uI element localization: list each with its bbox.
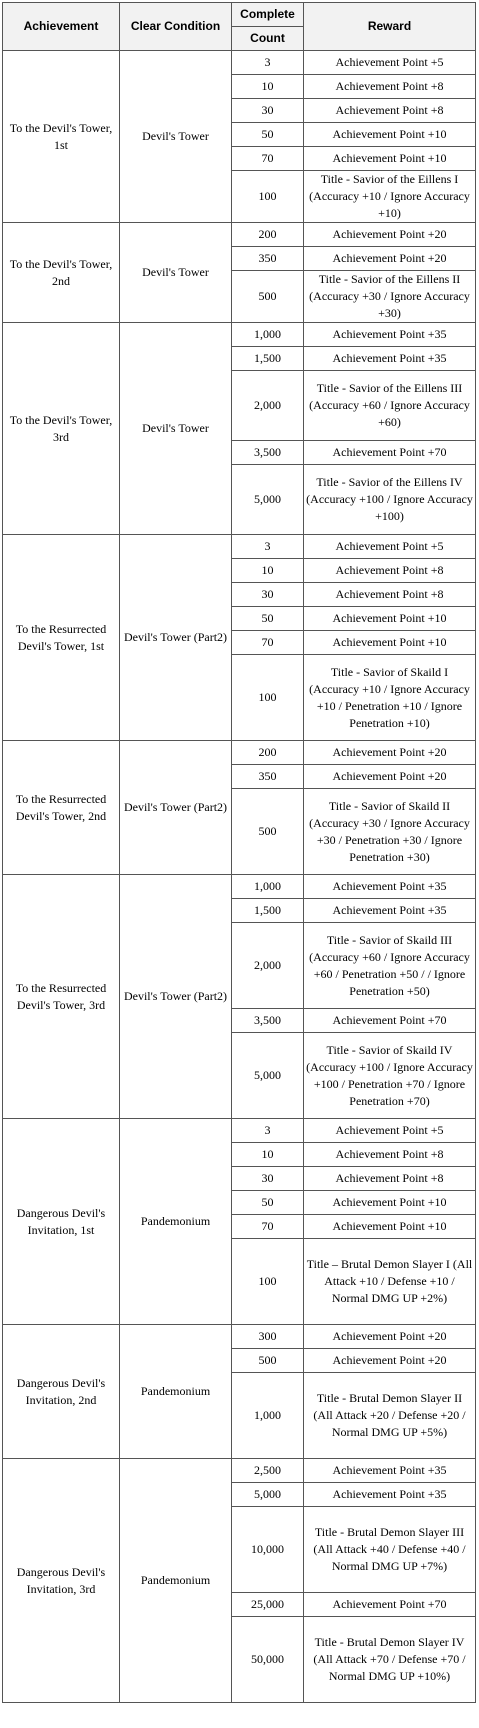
- reward-cell: Achievement Point +5: [304, 1119, 476, 1143]
- reward-cell: Achievement Point +35: [304, 1459, 476, 1483]
- reward-cell: Achievement Point +10: [304, 631, 476, 655]
- reward-cell: Title – Brutal Demon Slayer I (All Attack +10 / Defense +10 / Normal DMG UP +2%): [304, 1239, 476, 1325]
- clear-condition-cell: Devil's Tower: [120, 223, 232, 323]
- complete-count-cell: 1,500: [232, 347, 304, 371]
- reward-cell: Achievement Point +20: [304, 1325, 476, 1349]
- complete-count-cell: 100: [232, 171, 304, 223]
- clear-condition-cell: Devil's Tower (Part2): [120, 875, 232, 1119]
- reward-cell: Title - Savior of the Eillens II (Accuracy +30 / Ignore Accuracy +30): [304, 271, 476, 323]
- reward-cell: Achievement Point +70: [304, 1593, 476, 1617]
- clear-condition-cell: Pandemonium: [120, 1459, 232, 1703]
- complete-count-cell: 1,000: [232, 875, 304, 899]
- complete-count-cell: 50: [232, 123, 304, 147]
- table-row: [3, 1119, 476, 1143]
- complete-count-cell: 10: [232, 1143, 304, 1167]
- reward-cell: Title - Brutal Demon Slayer II (All Attack +20 / Defense +20 / Normal DMG UP +5%): [304, 1373, 476, 1459]
- reward-cell: Title - Savior of the Eillens III (Accuracy +60 / Ignore Accuracy +60): [304, 371, 476, 441]
- complete-count-cell: 3,500: [232, 441, 304, 465]
- reward-cell: Achievement Point +8: [304, 1167, 476, 1191]
- complete-count-cell: 3: [232, 51, 304, 75]
- complete-count-cell: 500: [232, 789, 304, 875]
- complete-count-cell: 200: [232, 223, 304, 247]
- reward-cell: Title - Savior of the Eillens I (Accuracy +10 / Ignore Accuracy +10): [304, 171, 476, 223]
- reward-cell: Achievement Point +20: [304, 1349, 476, 1373]
- reward-cell: Achievement Point +10: [304, 147, 476, 171]
- reward-cell: Title - Savior of Skaild III (Accuracy +60 / Ignore Accuracy +60 / Penetration +50 / / Ignore Penetration +50): [304, 923, 476, 1009]
- complete-count-cell: 70: [232, 147, 304, 171]
- complete-count-cell: 350: [232, 247, 304, 271]
- header-clear-condition: Clear Condition: [120, 3, 232, 51]
- reward-cell: Title - Brutal Demon Slayer IV (All Attack +70 / Defense +70 / Normal DMG UP +10%): [304, 1617, 476, 1703]
- clear-condition-cell: Devil's Tower: [120, 323, 232, 535]
- complete-count-cell: 30: [232, 1167, 304, 1191]
- complete-count-cell: 10: [232, 559, 304, 583]
- reward-cell: Achievement Point +10: [304, 1215, 476, 1239]
- complete-count-cell: 100: [232, 655, 304, 741]
- clear-condition-cell: Devil's Tower: [120, 51, 232, 223]
- reward-cell: Achievement Point +35: [304, 323, 476, 347]
- reward-cell: Achievement Point +5: [304, 535, 476, 559]
- complete-count-cell: 1,500: [232, 899, 304, 923]
- achievement-name-cell: To the Resurrected Devil's Tower, 3rd: [3, 875, 120, 1119]
- complete-count-cell: 3: [232, 535, 304, 559]
- header-reward: Reward: [304, 3, 476, 51]
- reward-cell: Achievement Point +35: [304, 1483, 476, 1507]
- achievement-name-cell: To the Devil's Tower, 2nd: [3, 223, 120, 323]
- achievement-name-cell: To the Devil's Tower, 3rd: [3, 323, 120, 535]
- header-row: [3, 3, 476, 27]
- complete-count-cell: 2,000: [232, 923, 304, 1009]
- reward-cell: Achievement Point +20: [304, 247, 476, 271]
- complete-count-cell: 3: [232, 1119, 304, 1143]
- complete-count-cell: 50: [232, 1191, 304, 1215]
- reward-cell: Achievement Point +10: [304, 607, 476, 631]
- complete-count-cell: 350: [232, 765, 304, 789]
- clear-condition-cell: Devil's Tower (Part2): [120, 741, 232, 875]
- table-row: [3, 223, 476, 247]
- complete-count-cell: 3,500: [232, 1009, 304, 1033]
- reward-cell: Title - Savior of Skaild I (Accuracy +10 / Ignore Accuracy +10 / Penetration +10 / Ignore Penetration +10): [304, 655, 476, 741]
- achievement-table-container: [2, 2, 475, 1703]
- achievement-name-cell: Dangerous Devil's Invitation, 2nd: [3, 1325, 120, 1459]
- table-row: [3, 535, 476, 559]
- complete-count-cell: 70: [232, 1215, 304, 1239]
- reward-cell: Achievement Point +35: [304, 899, 476, 923]
- clear-condition-cell: Pandemonium: [120, 1325, 232, 1459]
- reward-cell: Achievement Point +20: [304, 223, 476, 247]
- complete-count-cell: 2,000: [232, 371, 304, 441]
- achievement-name-cell: To the Resurrected Devil's Tower, 1st: [3, 535, 120, 741]
- reward-cell: Achievement Point +8: [304, 99, 476, 123]
- table-row: [3, 875, 476, 899]
- reward-cell: Title - Savior of the Eillens IV (Accuracy +100 / Ignore Accuracy +100): [304, 465, 476, 535]
- complete-count-cell: 50,000: [232, 1617, 304, 1703]
- table-row: [3, 323, 476, 347]
- achievement-name-cell: To the Devil's Tower, 1st: [3, 51, 120, 223]
- reward-cell: Achievement Point +35: [304, 875, 476, 899]
- header-count: Count: [232, 27, 304, 51]
- complete-count-cell: 500: [232, 1349, 304, 1373]
- header-complete: Complete: [232, 3, 304, 27]
- header-achievement: Achievement: [3, 3, 120, 51]
- complete-count-cell: 30: [232, 99, 304, 123]
- complete-count-cell: 5,000: [232, 465, 304, 535]
- complete-count-cell: 5,000: [232, 1033, 304, 1119]
- table-row: [3, 1459, 476, 1483]
- achievement-name-cell: Dangerous Devil's Invitation, 3rd: [3, 1459, 120, 1703]
- complete-count-cell: 500: [232, 271, 304, 323]
- complete-count-cell: 5,000: [232, 1483, 304, 1507]
- complete-count-cell: 30: [232, 583, 304, 607]
- reward-cell: Achievement Point +5: [304, 51, 476, 75]
- reward-cell: Achievement Point +10: [304, 1191, 476, 1215]
- complete-count-cell: 50: [232, 607, 304, 631]
- reward-cell: Achievement Point +10: [304, 123, 476, 147]
- reward-cell: Achievement Point +35: [304, 347, 476, 371]
- reward-cell: Achievement Point +70: [304, 441, 476, 465]
- reward-cell: Achievement Point +20: [304, 765, 476, 789]
- reward-cell: Achievement Point +8: [304, 1143, 476, 1167]
- clear-condition-cell: Devil's Tower (Part2): [120, 535, 232, 741]
- complete-count-cell: 300: [232, 1325, 304, 1349]
- achievement-name-cell: To the Resurrected Devil's Tower, 2nd: [3, 741, 120, 875]
- reward-cell: Title - Savior of Skaild IV (Accuracy +100 / Ignore Accuracy +100 / Penetration +70 / Ignore Penetration +70): [304, 1033, 476, 1119]
- reward-cell: Achievement Point +8: [304, 75, 476, 99]
- table-row: [3, 741, 476, 765]
- reward-cell: Achievement Point +70: [304, 1009, 476, 1033]
- achievement-reward-table: [2, 2, 476, 1703]
- reward-cell: Achievement Point +8: [304, 559, 476, 583]
- complete-count-cell: 10: [232, 75, 304, 99]
- achievement-name-cell: Dangerous Devil's Invitation, 1st: [3, 1119, 120, 1325]
- complete-count-cell: 10,000: [232, 1507, 304, 1593]
- table-body: [3, 51, 476, 1703]
- complete-count-cell: 25,000: [232, 1593, 304, 1617]
- complete-count-cell: 1,000: [232, 1373, 304, 1459]
- table-row: [3, 51, 476, 75]
- clear-condition-cell: Pandemonium: [120, 1119, 232, 1325]
- reward-cell: Achievement Point +20: [304, 741, 476, 765]
- table-row: [3, 1325, 476, 1349]
- complete-count-cell: 2,500: [232, 1459, 304, 1483]
- complete-count-cell: 200: [232, 741, 304, 765]
- complete-count-cell: 70: [232, 631, 304, 655]
- complete-count-cell: 1,000: [232, 323, 304, 347]
- complete-count-cell: 100: [232, 1239, 304, 1325]
- reward-cell: Achievement Point +8: [304, 583, 476, 607]
- reward-cell: Title - Savior of Skaild II (Accuracy +30 / Ignore Accuracy +30 / Penetration +30 / Ignore Penetration +30): [304, 789, 476, 875]
- reward-cell: Title - Brutal Demon Slayer III (All Attack +40 / Defense +40 / Normal DMG UP +7%): [304, 1507, 476, 1593]
